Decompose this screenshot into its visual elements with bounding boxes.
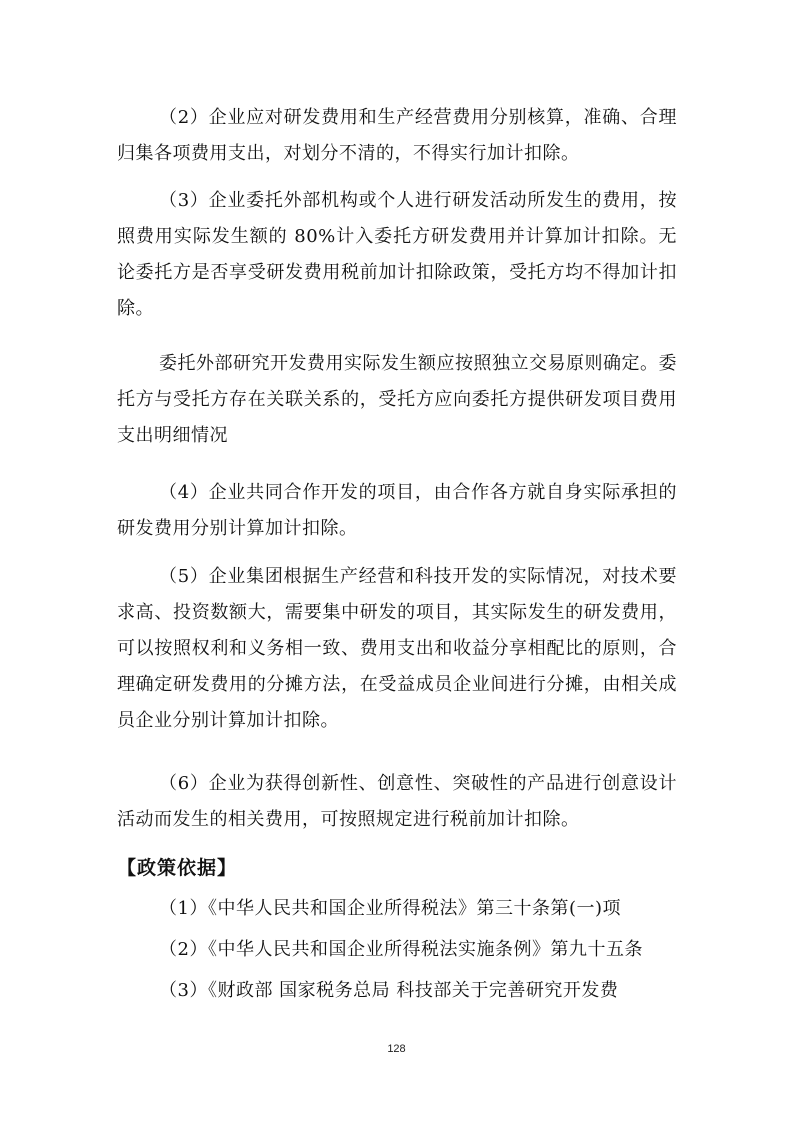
paragraph-3-entrusted-rd: （3）企业委托外部机构或个人进行研发活动所发生的费用，按照费用实际发生额的 80%计入委托方研发费用并计算加计扣除。无论委托方是否享受研发费用税前加计扣除政策，受托方均不得加计扣除。 — [117, 190, 677, 319]
policy-basis-item-2: （2）《中华人民共和国企业所得税法实施条例》第九十五条 — [159, 939, 643, 960]
paragraph-5-group-allocation: （5）企业集团根据生产经营和科技开发的实际情况，对技术要求高、投资数额大，需要集中研发的项目，其实际发生的研发费用，可以按照权利和义务相一致、费用支出和收益分享相配比的原则，合理确定研发费用的分摊方法，在受益成员企业间进行分摊，由相关成员企业分别计算加计扣除。 — [117, 566, 677, 731]
paragraph-2-separate-accounting: （2）企业应对研发费用和生产经营费用分别核算，准确、合理归集各项费用支出，对划分不清的，不得实行加计扣除。 — [117, 107, 677, 164]
policy-basis-item-3: （3）《财政部 国家税务总局 科技部关于完善研究开发费 — [159, 980, 619, 1001]
paragraph-entrusted-arms-length: 委托外部研究开发费用实际发生额应按照独立交易原则确定。委托方与受托方存在关联关系的，受托方应向委托方提供研发项目费用支出明细情况 — [117, 353, 677, 446]
page-number: 128 — [387, 1043, 406, 1055]
paragraph-4-joint-development: （4）企业共同合作开发的项目，由合作各方就自身实际承担的研发费用分别计算加计扣除。 — [117, 482, 677, 539]
policy-basis-item-1: （1）《中华人民共和国企业所得税法》第三十条第(一)项 — [159, 898, 621, 919]
policy-basis-heading: 【政策依据】 — [117, 857, 238, 879]
paragraph-6-creative-design: （6）企业为获得创新性、创意性、突破性的产品进行创意设计活动而发生的相关费用，可按照规定进行税前加计扣除。 — [117, 773, 677, 830]
